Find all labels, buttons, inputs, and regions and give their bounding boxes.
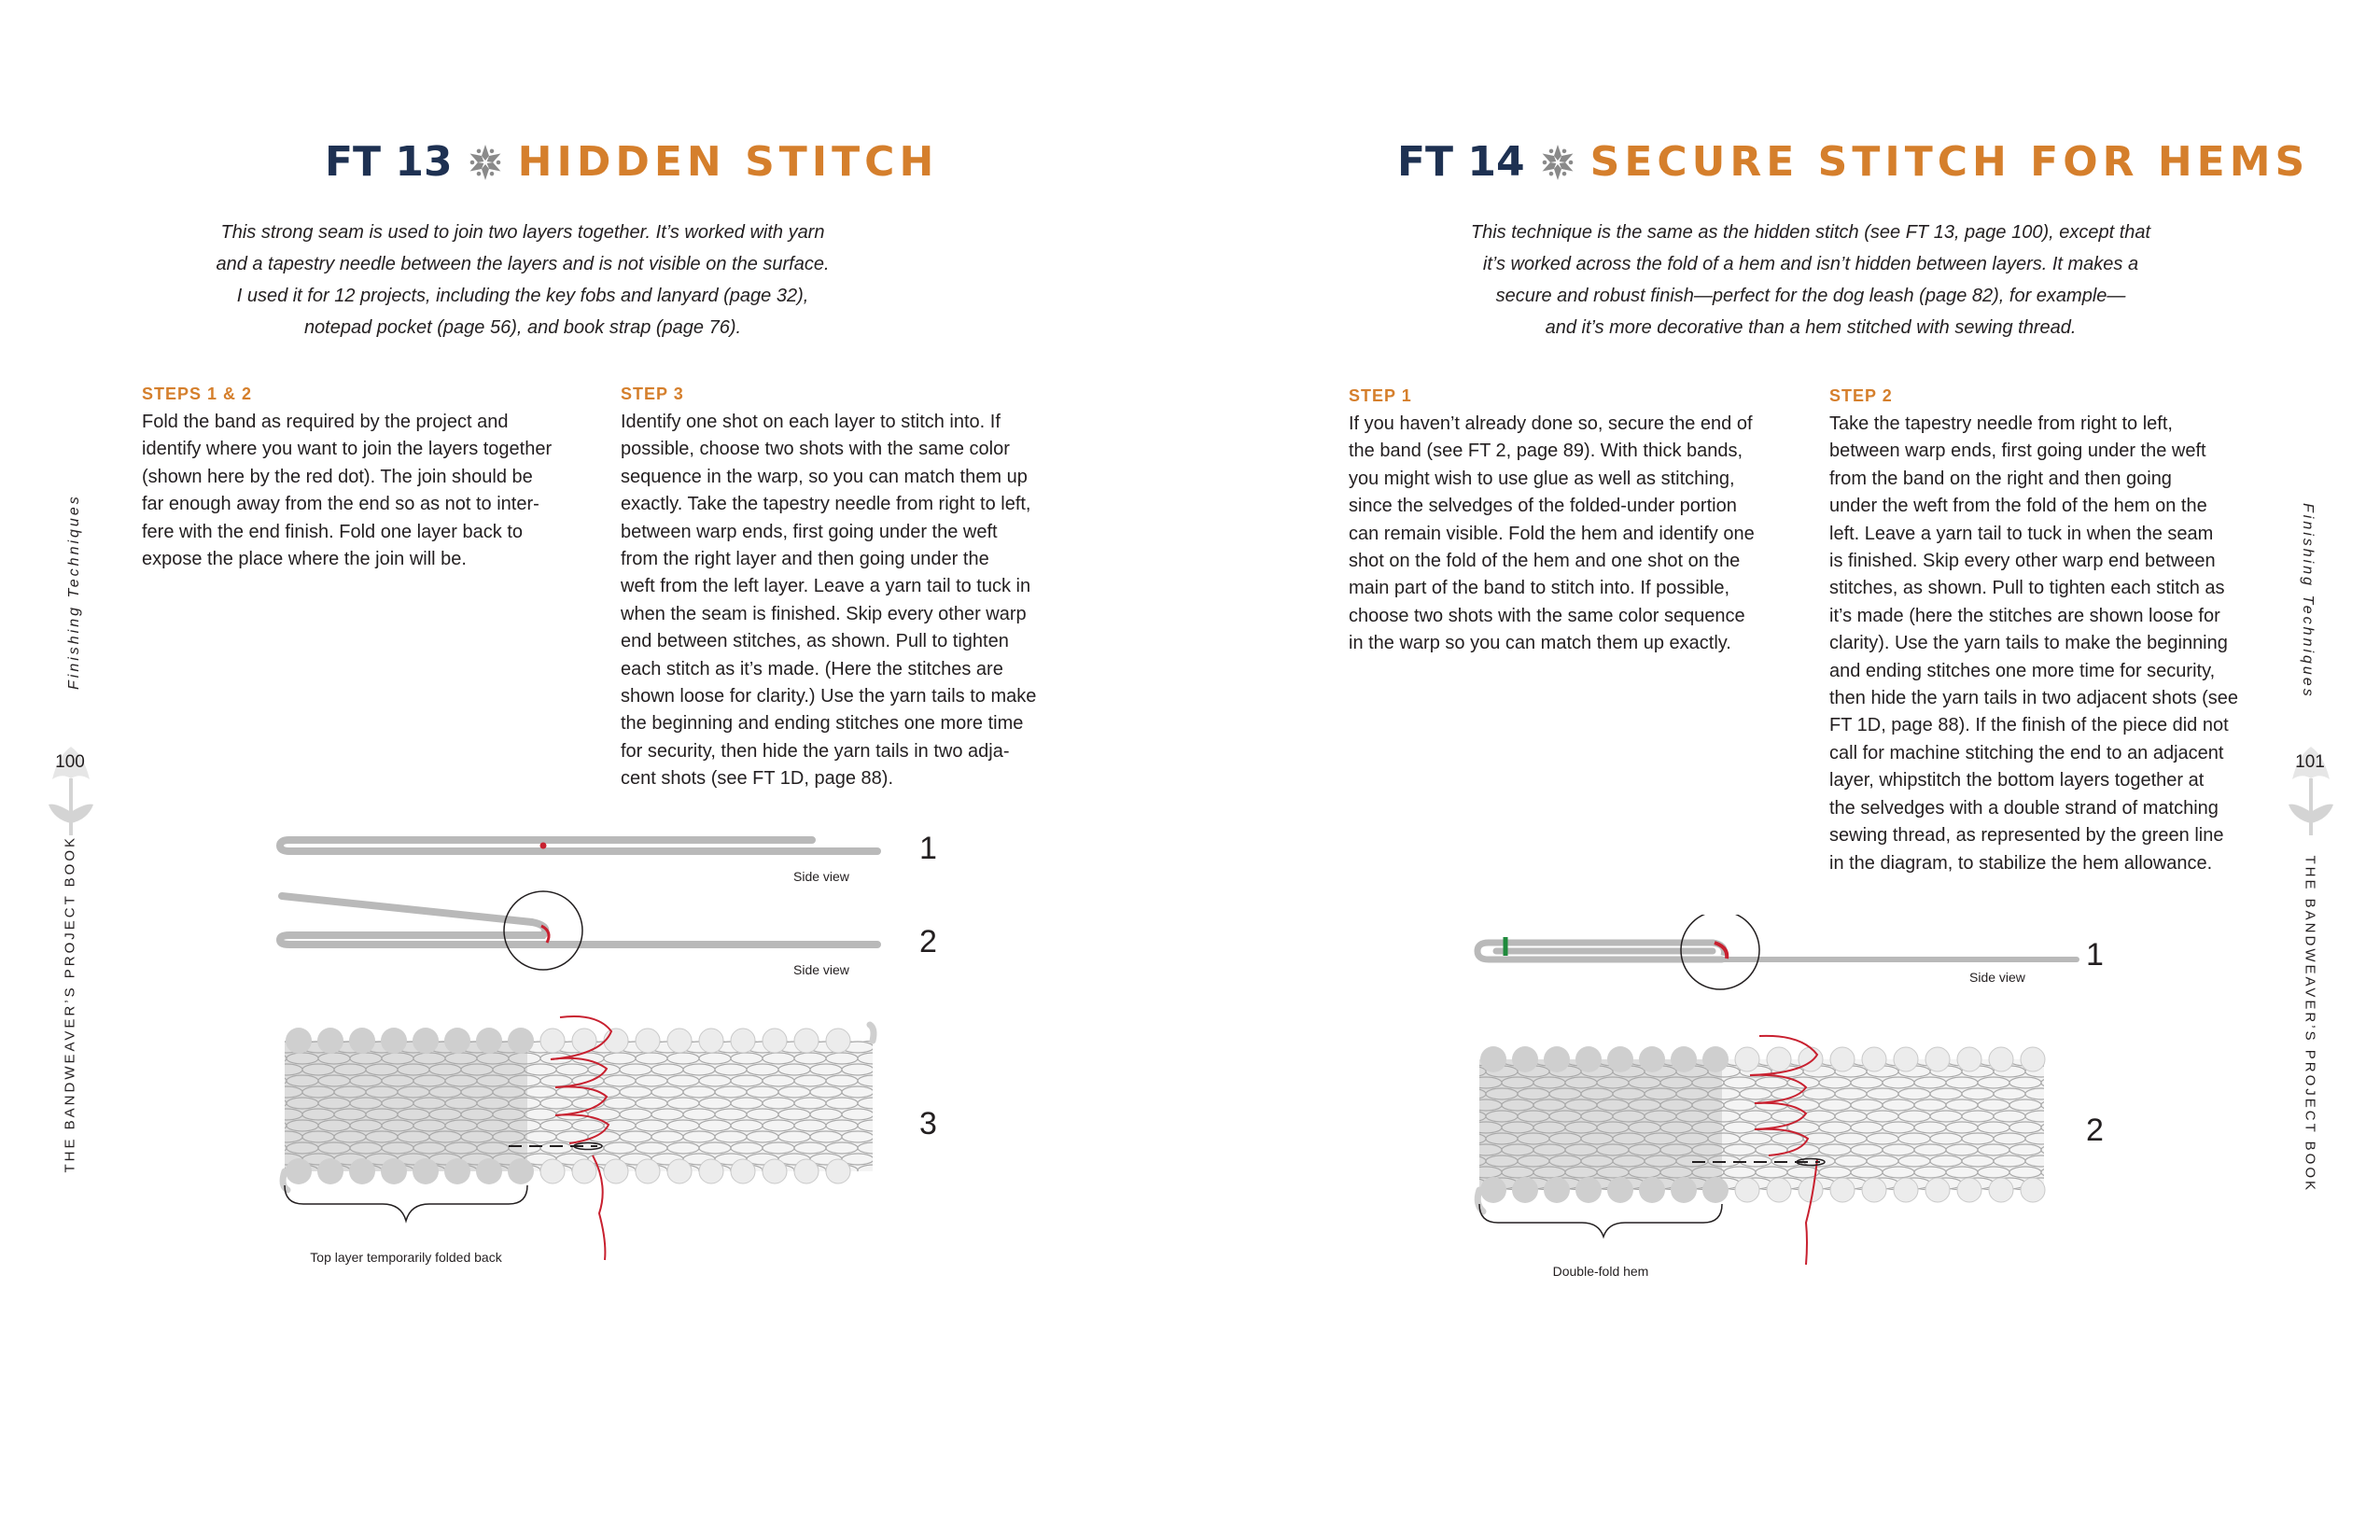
page-number: 100: [55, 752, 85, 772]
text-line: and ending stitches one more time for security,: [1829, 660, 2216, 681]
left-step-a-body: [142, 409, 609, 573]
text-line: the beginning and ending stitches one more time: [621, 713, 1024, 735]
book-title: THE BANDWEAVER’S PROJECT BOOK: [2302, 855, 2318, 1193]
right-title: [1397, 138, 2309, 186]
text-line: when the seam is finished. Skip every other warp: [621, 603, 1027, 624]
diagram-number: 2: [2086, 1113, 2104, 1148]
text-line: cent shots (see FT 1D, page 88).: [621, 768, 894, 790]
text-line: choose two shots with the same color sequence: [1349, 605, 1745, 626]
left-title-code: FT 13: [325, 138, 453, 186]
text-line: you might wish to use glue as well as stitching,: [1349, 468, 1735, 489]
diagram-number: 3: [919, 1106, 937, 1141]
text-line: sewing thread, as represented by the green line: [1829, 825, 2224, 847]
side-view-label: Side view: [793, 869, 849, 884]
text-line: FT 1D, page 88). If the finish of the piece did not: [1829, 715, 2229, 736]
brace: [1479, 1204, 1722, 1237]
book-title: THE BANDWEAVER’S PROJECT BOOK: [62, 835, 78, 1173]
left-intro-line: I used it for 12 projects, including the key fobs and lanyard (page 32),: [236, 286, 809, 306]
text-line: it’s made (here the stitches are shown loose for: [1829, 605, 2220, 626]
section-label: Finishing Techniques: [2300, 503, 2316, 699]
brace: [285, 1185, 527, 1221]
text-line: in the warp so you can match them up exactly.: [1349, 633, 1731, 654]
right-step-a-body: [1349, 411, 1820, 658]
side-view-label: Side view: [1969, 970, 2025, 985]
right-intro: [1428, 217, 2193, 343]
left-diagram: [271, 812, 943, 1288]
diagram-number: 2: [919, 924, 937, 959]
brace-label: Double-fold hem: [1552, 1264, 1649, 1279]
text-line: for security, then hide the yarn tails in two adja-: [621, 740, 1010, 762]
text-line: each stitch as it’s made. (Here the stitches are: [621, 658, 1003, 679]
text-line: Take the tapestry needle from right to left,: [1829, 413, 2173, 434]
left-intro-line: notepad pocket (page 56), and book strap (page 76).: [303, 317, 742, 338]
text-line: fere with the end finish. Fold one layer back to: [142, 521, 524, 542]
right-step-a-heading: STEP 1: [1349, 386, 1412, 405]
right-intro-line: and it’s more decorative than a hem stitched with sewing thread.: [1545, 317, 2077, 338]
text-line: then hide the yarn tails in two adjacent shots (see: [1829, 688, 2239, 709]
text-line: expose the place where the join will be.: [142, 549, 467, 570]
left-intro-line: This strong seam is used to join two layers together. It’s worked with yarn: [220, 222, 825, 243]
text-line: between warp ends, first going under the weft: [621, 521, 998, 542]
snowflake-icon: [466, 143, 505, 182]
text-line: main part of the band to stitch into. If possible,: [1349, 578, 1730, 599]
side-view-1: [280, 840, 877, 851]
text-line: stitches, as shown. Pull to tighten each stitch as: [1829, 578, 2225, 599]
text-line: possible, choose two shots with the same color: [621, 439, 1010, 460]
text-line: Identify one shot on each layer to stitch into. If: [621, 412, 1001, 432]
text-line: layer, whipstitch the bottom layers together at: [1829, 770, 2205, 791]
text-line: sequence in the warp, so you can match them up: [621, 466, 1028, 487]
right-title-name: SECURE STITCH FOR HEMS: [1589, 138, 2310, 186]
text-line: in the diagram, to stabilize the hem allowance.: [1829, 852, 2213, 874]
red-dot: [540, 843, 547, 849]
text-line: from the band on the right and then going: [1829, 468, 2172, 489]
right-step-b-heading: STEP 2: [1829, 386, 1893, 405]
woven-band: [283, 1025, 874, 1190]
text-line: identify where you want to join the layers together: [142, 439, 553, 460]
text-line: Fold the band as required by the project and: [142, 412, 509, 432]
text-line: the selvedges with a double strand of matching: [1829, 797, 2219, 819]
right-diagram: [1470, 915, 2123, 1288]
page-number: 101: [2295, 752, 2325, 772]
left-step-b-body: [621, 409, 1087, 793]
right-step-b-body: [1829, 411, 2301, 877]
diagram-number: 1: [2086, 937, 2104, 973]
text-line: between warp ends, first going under the weft: [1829, 441, 2206, 462]
side-view-label: Side view: [793, 962, 849, 977]
text-line: end between stitches, as shown. Pull to tighten: [621, 631, 1009, 652]
left-step-b-heading: STEP 3: [621, 385, 684, 403]
right-intro-line: This technique is the same as the hidden stitch (see FT 13, page 100), except that: [1470, 222, 2151, 243]
text-line: (shown here by the red dot). The join should be: [142, 466, 533, 487]
brace-label: Top layer temporarily folded back: [310, 1250, 502, 1265]
diagram-number: 1: [919, 831, 937, 866]
side-view-2: [280, 891, 877, 970]
text-line: weft from the left layer. Leave a yarn tail to tuck in: [621, 576, 1031, 597]
text-line: far enough away from the end so as not to inter-: [142, 494, 539, 515]
right-page: [1190, 0, 2380, 1540]
text-line: since the selvedges of the folded-under portion: [1349, 496, 1737, 517]
text-line: the band (see FT 2, page 89). With thick bands,: [1349, 441, 1743, 462]
left-step-a-heading: STEPS 1 & 2: [142, 385, 253, 403]
text-line: If you haven’t already done so, secure the end of: [1349, 413, 1753, 434]
text-line: can remain visible. Fold the hem and identify one: [1349, 523, 1755, 544]
left-intro-line: and a tapestry needle between the layers and is not visible on the surface.: [216, 254, 830, 274]
left-title-name: HIDDEN STITCH: [517, 138, 939, 186]
right-intro-line: it’s worked across the fold of a hem and isn’t hidden between layers. It makes a: [1482, 254, 2139, 274]
section-label: Finishing Techniques: [66, 494, 82, 690]
text-line: shot on the fold of the hem and one shot on the: [1349, 551, 1741, 572]
left-title: [325, 138, 938, 186]
text-line: call for machine stitching the end to an adjacent: [1829, 742, 2224, 763]
text-line: under the weft from the fold of the hem on the: [1829, 496, 2207, 517]
text-line: is finished. Skip every other warp end between: [1829, 551, 2216, 572]
text-line: left. Leave a yarn tail to tuck in when the seam: [1829, 523, 2214, 544]
right-intro-line: secure and robust finish—perfect for the dog leash (page 82), for example—: [1495, 286, 2126, 306]
text-line: clarity). Use the yarn tails to make the beginning: [1829, 633, 2228, 654]
text-line: shown loose for clarity.) Use the yarn tails to make: [621, 686, 1037, 707]
text-line: exactly. Take the tapestry needle from right to left,: [621, 494, 1031, 515]
right-title-code: FT 14: [1397, 138, 1525, 186]
text-line: from the right layer and then going under the: [621, 549, 989, 570]
left-intro: [215, 217, 831, 343]
snowflake-icon: [1538, 143, 1577, 182]
